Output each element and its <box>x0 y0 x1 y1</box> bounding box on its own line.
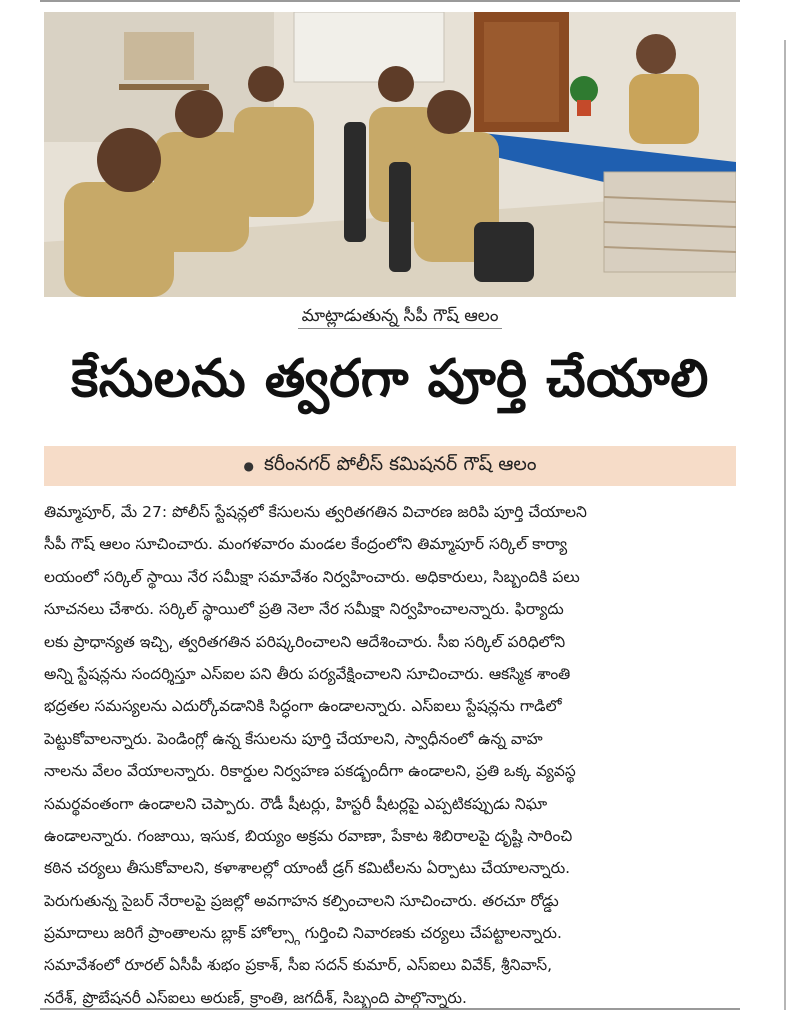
body-line: ప్రమాదాలు జరిగే ప్రాంతాలను బ్లాక్ హోల్స్గా గుర్తించి నివారణకు చర్యలు చేపట్టాలన్నారు. <box>44 924 562 943</box>
body-line: ఉండాలన్నారు. గంజాయి, ఇసుక, బియ్యం అక్రమ రవాణా, పేకాట శిబిరాలపై దృష్టి సారించి <box>44 826 573 845</box>
body-line: పెరుగుతున్న సైబర్ నేరాలపై ప్రజల్లో అవగాహన కల్పించాలని సూచించారు. తరచూ రోడ్డు <box>44 891 559 910</box>
body-line: పెట్టుకోవాలన్నారు. పెండింగ్లో ఉన్న కేసులను పూర్తి చేయాలని, స్వాధీనంలో ఉన్న వాహ <box>44 729 543 748</box>
column-rule <box>784 40 786 1010</box>
photo-caption <box>0 306 800 330</box>
body-line: భద్రతల సమస్యలను ఎదుర్కోవడానికి సిద్ధంగా ఉండాలన్నారు. ఎస్ఐలు స్టేషన్లను గాడిలో <box>44 697 562 716</box>
body-line: లయంలో సర్కిల్ స్థాయి నేర సమీక్షా సమావేశం నిర్వహించారు. అధికారులు, సిబ్బందికి పలు <box>44 567 580 586</box>
body-line: సమావేశంలో రూరల్ ఏసీపీ శుభం ప్రకాశ్, సీఐ సదన్ కుమార్, ఎస్ఐలు వివేక్, శ్రీనివాస్, <box>44 956 553 975</box>
article-body <box>44 496 744 1014</box>
body-line: నాలను వేలం వేయాలన్నారు. రికార్డుల నిర్వహణ పకడ్బందీగా ఉండాలని, ప్రతి ఒక్క వ్యవస్థ <box>44 762 576 781</box>
subheadline <box>44 446 736 486</box>
body-line: తిమ్మాపూర్, మే 27: పోలీస్ స్టేషన్లలో కేసులను త్వరితగతిన విచారణ జరిపి పూర్తి చేయాలని <box>44 503 587 521</box>
bullet-icon: ● <box>243 459 254 473</box>
body-line: నరేశ్, ప్రొబేషనరీ ఎస్ఐలు అరుణ్, క్రాంతి, జగదీశ్, సిబ్బంది పాల్గొన్నారు. <box>44 988 467 1007</box>
top-rule <box>40 0 740 8</box>
photo-caption-text: మాట్లాడుతున్న సీపీ గౌష్ ఆలం <box>298 306 503 329</box>
news-photo <box>44 12 736 297</box>
body-line: అన్ని స్టేషన్లను సందర్శిస్తూ ఎస్ఐల పని తీరు పర్యవేక్షించాలని సూచించారు. ఆకస్మిక శాంతి <box>44 664 571 683</box>
subheadline-text: కరీంనగర్ పోలీస్ కమిషనర్ గౌష్ ఆలం <box>263 452 537 475</box>
photo-illustration <box>44 12 736 297</box>
body-line: సీపీ గౌష్ ఆలం సూచించారు. మంగళవారం మండల కేంద్రంలోని తిమ్మాపూర్ సర్కిల్ కార్యా <box>44 535 568 554</box>
headline: కేసులను త్వరగా పూర్తి చేయాలి <box>71 349 709 409</box>
body-line: లకు ప్రాధాన్యత ఇచ్చి, త్వరితగతిన పరిష్కరించాలని ఆదేశించారు. సీఐ సర్కిల్ పరిధిలోని <box>44 632 566 651</box>
body-line: సూచనలు చేశారు. సర్కిల్ స్థాయిలో ప్రతి నెలా నేర సమీక్షా నిర్వహించాలన్నారు. ఫిర్యాదు <box>44 600 564 619</box>
body-line: సమర్థవంతంగా ఉండాలని చెప్పారు. రౌడీ షీటర్లు, హిస్టరీ షీటర్లపై ఎప్పటికప్పుడు నిఘా <box>44 794 548 813</box>
bottom-rule <box>40 1008 740 1010</box>
body-line: కఠిన చర్యలు తీసుకోవాలని, కళాశాలల్లో యాంటీ డ్రగ్ కమిటీలను ఏర్పాటు చేయాలన్నారు. <box>44 859 571 878</box>
